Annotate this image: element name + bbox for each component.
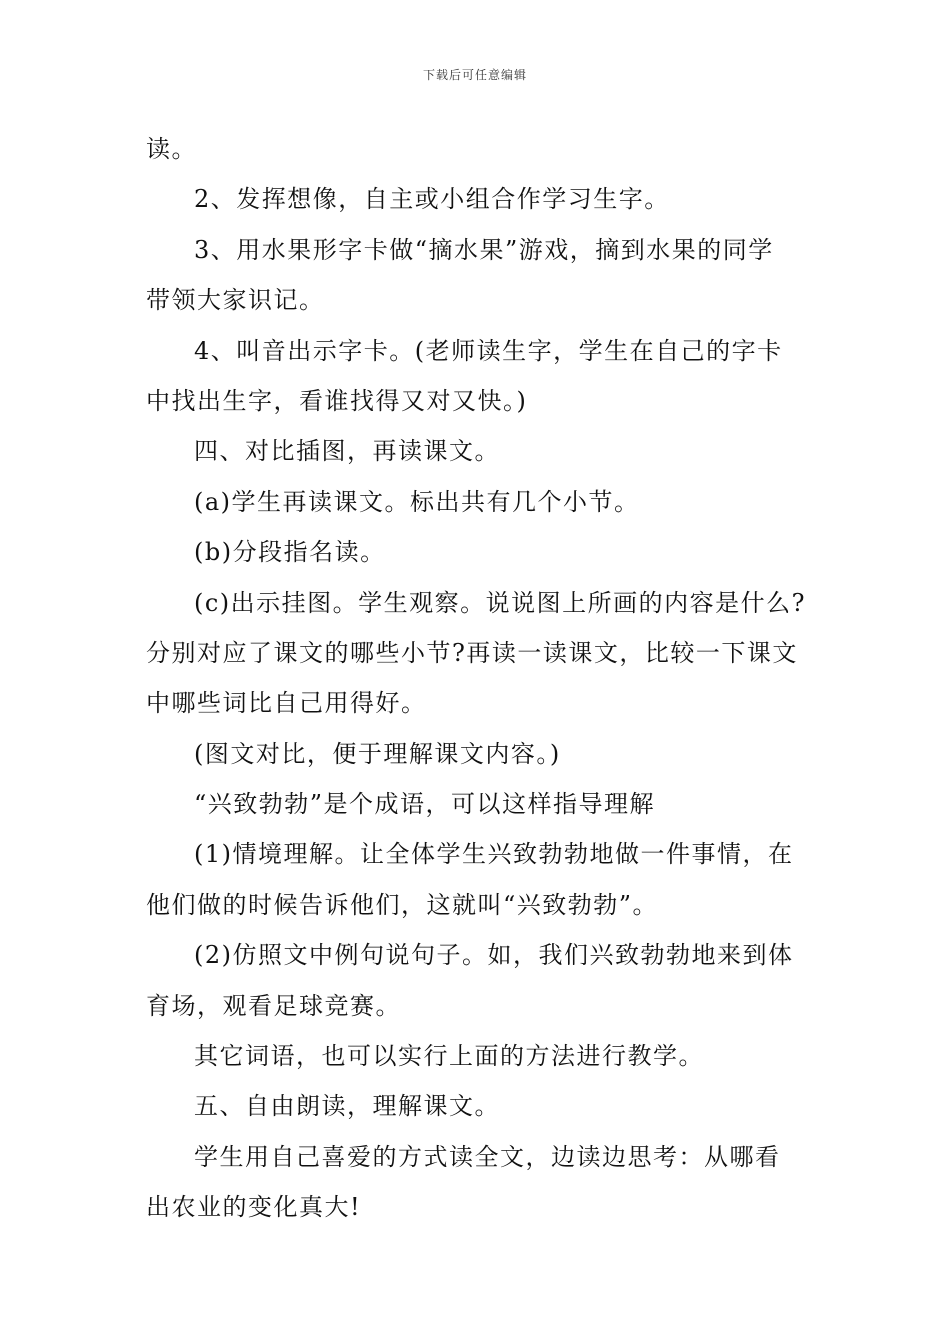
text-line: (a)学生再读课文。标出共有几个小节。 xyxy=(194,487,640,516)
section-heading: 五、自由朗读，理解课文。 xyxy=(194,1092,500,1121)
document-body xyxy=(146,124,816,1233)
text-line: (2)仿照文中例句说句子。如，我们兴致勃勃地来到体 xyxy=(194,941,794,970)
text-line: 3、用水果形字卡做“摘水果”游戏，摘到水果的同学 xyxy=(194,235,774,264)
section-heading: 四、对比插图，再读课文。 xyxy=(194,437,500,466)
text-line: 学生用自己喜爱的方式读全文，边读边思考：从哪看 xyxy=(194,1142,781,1171)
text-line: 中找出生字，看谁找得又对又快。) xyxy=(146,386,528,415)
text-line: (图文对比，便于理解课文内容。) xyxy=(194,739,561,768)
page-header: 下载后可任意编辑 xyxy=(422,68,527,82)
text-line: 分别对应了课文的哪些小节?再读一读课文，比较一下课文 xyxy=(146,638,798,667)
text-line: (b)分段指名读。 xyxy=(194,538,386,567)
text-line: 2、发挥想像，自主或小组合作学习生字。 xyxy=(194,185,670,214)
text-line: (c)出示挂图。学生观察。说说图上所画的内容是什么? xyxy=(194,588,807,617)
text-line: 读。 xyxy=(146,135,197,163)
text-line: 他们做的时候告诉他们，这就叫“兴致勃勃”。 xyxy=(146,890,659,919)
text-line: 4、叫音出示字卡。(老师读生字，学生在自己的字卡 xyxy=(194,336,783,365)
text-line: 育场，观看足球竞赛。 xyxy=(146,991,401,1020)
text-line: 其它词语，也可以实行上面的方法进行教学。 xyxy=(194,1042,704,1071)
text-line: (1)情境理解。让全体学生兴致勃勃地做一件事情，在 xyxy=(194,840,794,869)
text-line: 出农业的变化真大! xyxy=(146,1193,362,1222)
text-line: 中哪些词比自己用得好。 xyxy=(146,689,427,718)
text-line: “兴致勃勃”是个成语，可以这样指导理解 xyxy=(194,790,656,819)
text-line: 带领大家识记。 xyxy=(146,286,325,315)
